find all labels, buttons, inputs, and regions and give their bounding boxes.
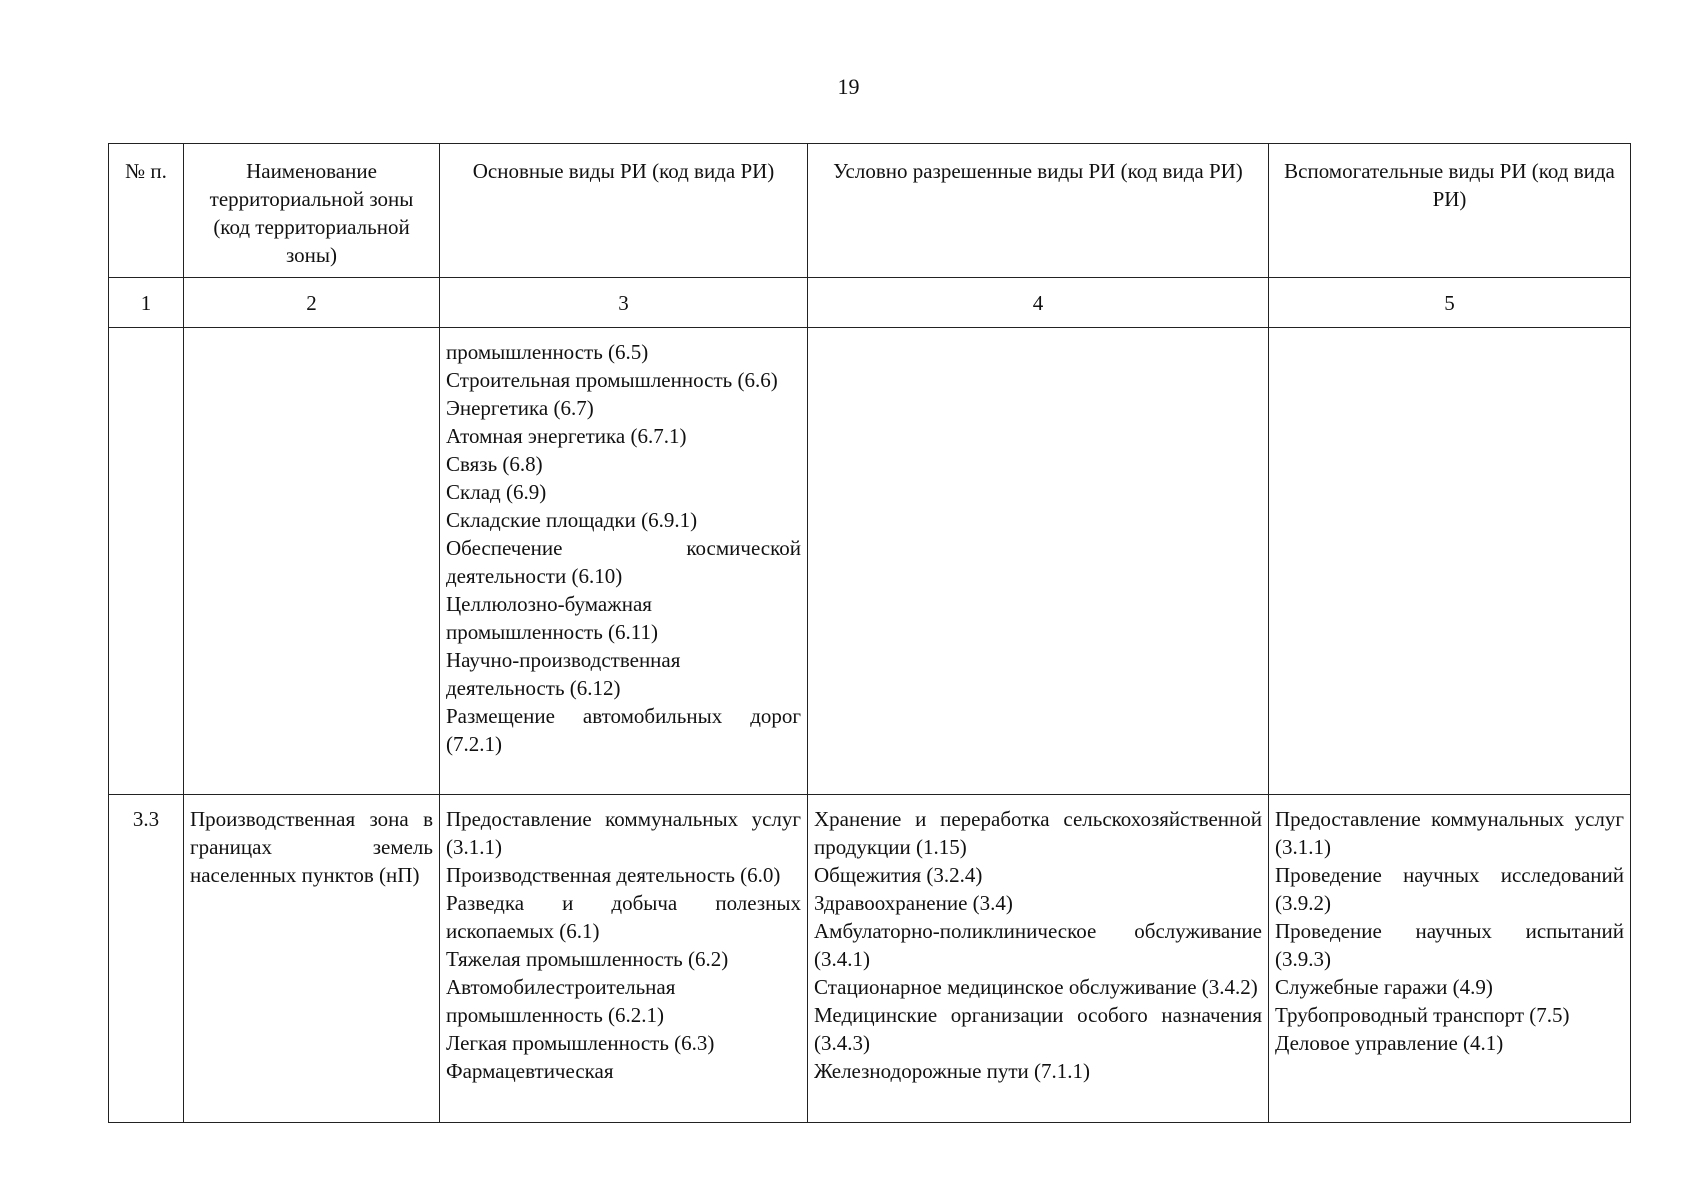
zone-name-cell (184, 328, 440, 795)
use-item: Тяжелая промышленность (6.2) (446, 947, 729, 971)
main-uses-cell (440, 328, 808, 795)
conditional-uses-cell (808, 795, 1269, 1123)
header-zone-name: Наименование территориальной зоны (код территориальной зоны) (184, 144, 440, 278)
column-number-row (109, 278, 1631, 328)
use-item: Складские площадки (6.9.1) (446, 508, 698, 532)
column-number: 1 (109, 278, 184, 328)
use-item: Проведение научных испытаний (3.9.3) (1275, 919, 1624, 971)
page-number: 19 (837, 74, 860, 99)
use-item: Стационарное медицинское обслуживание (3.4.2) (814, 975, 1258, 999)
header-row (109, 144, 1631, 278)
use-item: Проведение научных исследований (3.9.2) (1275, 863, 1624, 915)
use-item: Здравоохранение (3.4) (814, 891, 1013, 915)
use-item: Фармацевтическая (446, 1059, 614, 1083)
row-number-cell (109, 328, 184, 795)
row-number-cell: 3.3 (109, 795, 184, 1123)
use-item: Легкая промышленность (6.3) (446, 1031, 715, 1055)
main-uses-cell (440, 795, 808, 1123)
header-main-uses: Основные виды РИ (код вида РИ) (440, 144, 808, 278)
table-row (109, 328, 1631, 795)
use-item: Размещение автомобильных дорог (7.2.1) (446, 704, 801, 756)
use-item: Связь (6.8) (446, 452, 543, 476)
use-item: Железнодорожные пути (7.1.1) (814, 1059, 1091, 1083)
use-item: Предоставление коммунальных услуг (3.1.1) (1275, 807, 1624, 859)
zone-name-cell (184, 795, 440, 1123)
use-item: Амбулаторно-поликлиническое обслуживание (3.4.1) (814, 919, 1262, 971)
column-number: 4 (808, 278, 1269, 328)
use-item: Медицинские организации особого назначения (3.4.3) (814, 1003, 1262, 1055)
use-item: Целлюлозно-бумажная промышленность (6.11) (446, 592, 658, 644)
use-item: Склад (6.9) (446, 480, 547, 504)
column-number: 3 (440, 278, 808, 328)
use-item: Деловое управление (4.1) (1275, 1031, 1504, 1055)
use-item: Общежития (3.2.4) (814, 863, 983, 887)
header-conditional-uses: Условно разрешенные виды РИ (код вида РИ) (808, 144, 1269, 278)
conditional-uses-cell (808, 328, 1269, 795)
header-auxiliary-uses: Вспомогательные виды РИ (код вида РИ) (1269, 144, 1631, 278)
use-item: Разведка и добыча полезных ископаемых (6.1) (446, 891, 801, 943)
use-item: Предоставление коммунальных услуг (3.1.1) (446, 807, 801, 859)
zones-table (108, 143, 1631, 1123)
table-header (109, 144, 1631, 328)
table-row (109, 795, 1631, 1123)
use-item: Строительная промышленность (6.6) (446, 368, 778, 392)
use-item: промышленность (6.5) (446, 340, 649, 364)
use-item: Трубопроводный транспорт (7.5) (1275, 1003, 1570, 1027)
use-item: Обеспечение космической деятельности (6.10) (446, 536, 801, 588)
column-number: 5 (1269, 278, 1631, 328)
use-item: Автомобилестроительная промышленность (6.2.1) (446, 975, 676, 1027)
use-item: Научно-производственная деятельность (6.12) (446, 648, 681, 700)
use-item: Производственная деятельность (6.0) (446, 863, 781, 887)
use-item: Хранение и переработка сельскохозяйственной продукции (1.15) (814, 807, 1262, 859)
header-number: № п. (109, 144, 184, 278)
use-item: Служебные гаражи (4.9) (1275, 975, 1493, 999)
auxiliary-uses-cell (1269, 328, 1631, 795)
auxiliary-uses-cell (1269, 795, 1631, 1123)
column-number: 2 (184, 278, 440, 328)
use-item: Энергетика (6.7) (446, 396, 594, 420)
use-item: Атомная энергетика (6.7.1) (446, 424, 687, 448)
zone-name: Производственная зона в границах земель населенных пунктов (нП) (190, 807, 433, 887)
